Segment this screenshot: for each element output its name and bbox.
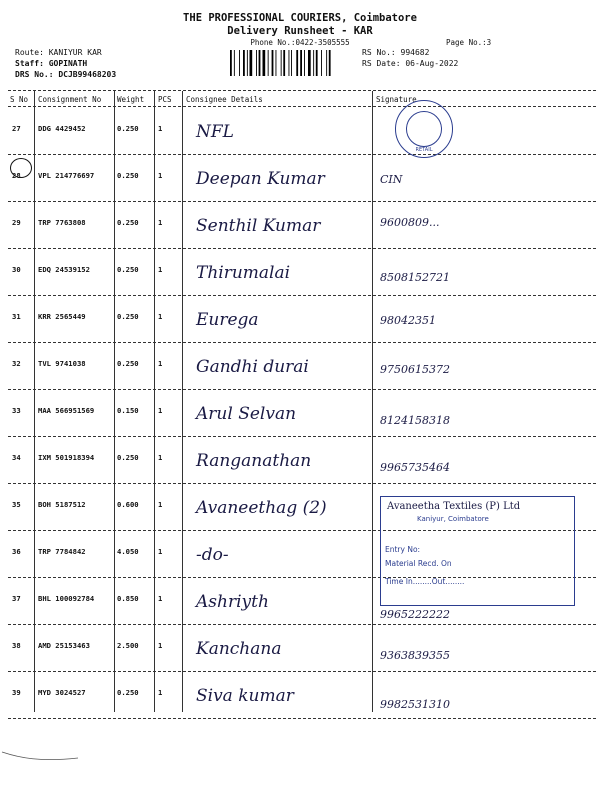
barcode-bar bbox=[259, 50, 261, 76]
barcode-bar bbox=[250, 50, 253, 76]
col-header-consignment: Consignment No bbox=[38, 95, 102, 104]
row-pcs: 1 bbox=[158, 312, 163, 321]
header-top-rule bbox=[8, 90, 596, 91]
row-signature-handwritten: CIN bbox=[380, 173, 403, 186]
row-sno: 34 bbox=[12, 453, 21, 462]
row-sno: 33 bbox=[12, 406, 21, 415]
company-name: THE PROFESSIONAL COURIERS, Coimbatore bbox=[183, 12, 417, 24]
table-row bbox=[0, 343, 600, 390]
row-consignment-no: BOH 5187512 bbox=[38, 500, 86, 509]
table-row bbox=[0, 155, 600, 202]
barcode-bar bbox=[230, 50, 232, 76]
row-weight: 0.150 bbox=[117, 406, 139, 415]
row-pcs: 1 bbox=[158, 688, 163, 697]
row-weight: 0.250 bbox=[117, 265, 139, 274]
row-weight: 0.250 bbox=[117, 124, 139, 133]
table-row bbox=[0, 390, 600, 437]
page-number: Page No.:3 bbox=[446, 38, 492, 47]
stamp-time-in-out: Time In........Out........ bbox=[385, 577, 465, 586]
barcode-bar bbox=[256, 50, 257, 76]
barcode-bar bbox=[329, 50, 331, 76]
row-signature-handwritten: 9965222222 bbox=[380, 608, 450, 621]
row-signature-handwritten: 9750615372 bbox=[380, 363, 450, 376]
barcode-bar bbox=[283, 50, 285, 76]
row-consignee-handwritten: NFL bbox=[196, 122, 234, 142]
row-sno: 32 bbox=[12, 359, 21, 368]
stamp-place: Kaniyur, Coimbatore bbox=[417, 515, 489, 523]
route-info bbox=[15, 47, 116, 80]
col-header-signature: Signature bbox=[376, 95, 417, 104]
circled-row-marker bbox=[10, 158, 32, 178]
row-pcs: 1 bbox=[158, 406, 163, 415]
row-consignment-no: VPL 214776697 bbox=[38, 171, 95, 180]
barcode-bar bbox=[281, 50, 282, 76]
phone-number: Phone No.:0422-3505555 bbox=[250, 38, 350, 47]
barcode-bar bbox=[289, 50, 290, 76]
row-signature-handwritten: 8508152721 bbox=[380, 271, 450, 284]
barcode-bar bbox=[304, 50, 305, 76]
table-row bbox=[0, 437, 600, 484]
barcode-bar bbox=[308, 50, 311, 76]
row-consignment-no: AMD 25153463 bbox=[38, 641, 90, 650]
row-consignee-handwritten: Thirumalai bbox=[196, 263, 291, 283]
barcode-bar bbox=[316, 50, 318, 76]
stamp-inner-ring bbox=[406, 111, 442, 147]
barcode-bar bbox=[268, 50, 269, 76]
row-consignee-handwritten: Deepan Kumar bbox=[196, 169, 325, 189]
rs-number: RS No.: 994682 bbox=[362, 48, 430, 57]
row-consignee-handwritten: Eurega bbox=[196, 310, 259, 330]
row-consignee-handwritten: Ashriyth bbox=[196, 592, 269, 612]
row-weight: 0.250 bbox=[117, 171, 139, 180]
row-sno: 29 bbox=[12, 218, 21, 227]
table-row bbox=[0, 108, 600, 155]
row-pcs: 1 bbox=[158, 218, 163, 227]
row-weight: 2.500 bbox=[117, 641, 139, 650]
row-signature-handwritten: 9982531310 bbox=[380, 698, 450, 711]
route-label: Route: KANIYUR KAR bbox=[15, 48, 102, 57]
row-consignee-handwritten: Senthil Kumar bbox=[196, 216, 321, 236]
row-consignment-no: DDG 4429452 bbox=[38, 124, 86, 133]
row-signature-handwritten: 8124158318 bbox=[380, 414, 450, 427]
row-consignment-no: MYD 3024527 bbox=[38, 688, 86, 697]
row-pcs: 1 bbox=[158, 641, 163, 650]
barcode-bar bbox=[321, 50, 322, 76]
pen-scribble bbox=[0, 748, 80, 768]
barcode-bar bbox=[300, 50, 302, 76]
row-signature-handwritten: 9965735464 bbox=[380, 461, 450, 474]
row-weight: 4.050 bbox=[117, 547, 139, 556]
table-row bbox=[0, 249, 600, 296]
row-pcs: 1 bbox=[158, 359, 163, 368]
row-weight: 0.250 bbox=[117, 688, 139, 697]
row-pcs: 1 bbox=[158, 547, 163, 556]
row-sno: 28 bbox=[12, 171, 21, 180]
row-consignment-no: MAA 566951569 bbox=[38, 406, 95, 415]
row-consignee-handwritten: Avaneethag (2) bbox=[196, 498, 327, 518]
row-consignee-handwritten: Kanchana bbox=[196, 639, 282, 659]
barcode-bar bbox=[276, 50, 277, 76]
row-pcs: 1 bbox=[158, 500, 163, 509]
table-row bbox=[0, 672, 600, 719]
row-sno: 27 bbox=[12, 124, 21, 133]
row-sno: 30 bbox=[12, 265, 21, 274]
col-header-sno: S No bbox=[10, 95, 29, 104]
barcode-bar bbox=[234, 50, 235, 76]
row-weight: 0.250 bbox=[117, 312, 139, 321]
row-consignee-handwritten: -do- bbox=[196, 545, 229, 565]
row-sno: 38 bbox=[12, 641, 21, 650]
row-divider bbox=[8, 718, 596, 719]
runsheet-title: Delivery Runsheet - KAR bbox=[227, 25, 373, 37]
row-sno: 37 bbox=[12, 594, 21, 603]
row-signature-handwritten: 9363839355 bbox=[380, 649, 450, 662]
row-pcs: 1 bbox=[158, 124, 163, 133]
col-header-weight: Weight bbox=[117, 95, 145, 104]
stamp-entry-no: Entry No: bbox=[385, 545, 421, 554]
barcode-bar bbox=[296, 50, 298, 76]
company-receipt-stamp bbox=[380, 496, 575, 606]
round-rubber-stamp bbox=[395, 100, 453, 158]
rs-info bbox=[362, 47, 458, 69]
row-weight: 0.600 bbox=[117, 500, 139, 509]
barcode-bar bbox=[291, 50, 292, 76]
row-consignment-no: TRP 7763808 bbox=[38, 218, 86, 227]
col-header-pcs: PCS bbox=[158, 95, 172, 104]
header-bottom-rule bbox=[8, 106, 596, 107]
table-row bbox=[0, 296, 600, 343]
row-weight: 0.250 bbox=[117, 359, 139, 368]
barcode-bar bbox=[272, 50, 274, 76]
barcode-bar bbox=[326, 50, 327, 76]
row-signature-handwritten: 9600809... bbox=[380, 216, 440, 229]
row-consignment-no: KRR 2565449 bbox=[38, 312, 86, 321]
barcode-bar bbox=[313, 50, 314, 76]
row-consignee-handwritten: Gandhi durai bbox=[196, 357, 309, 377]
row-signature-handwritten: 98042351 bbox=[380, 314, 436, 327]
row-consignment-no: IXM 501918394 bbox=[38, 453, 95, 462]
row-consignment-no: EDQ 24539152 bbox=[38, 265, 90, 274]
barcode-bar bbox=[247, 50, 248, 76]
row-sno: 31 bbox=[12, 312, 21, 321]
row-consignment-no: TRP 7784842 bbox=[38, 547, 86, 556]
row-weight: 0.250 bbox=[117, 453, 139, 462]
table-row bbox=[0, 625, 600, 672]
row-consignment-no: TVL 9741038 bbox=[38, 359, 86, 368]
round-stamp-text: RETAIL bbox=[415, 147, 433, 153]
barcode-bar bbox=[239, 50, 240, 76]
row-sno: 39 bbox=[12, 688, 21, 697]
table-row bbox=[0, 202, 600, 249]
stamp-company-name: Avaneetha Textiles (P) Ltd bbox=[387, 501, 521, 512]
row-pcs: 1 bbox=[158, 171, 163, 180]
drs-number: DRS No.: DCJB99468203 bbox=[15, 70, 117, 79]
staff-label: Staff: GOPINATH bbox=[15, 59, 88, 68]
row-sno: 36 bbox=[12, 547, 21, 556]
row-pcs: 1 bbox=[158, 453, 163, 462]
row-consignee-handwritten: Arul Selvan bbox=[196, 404, 297, 424]
row-consignee-handwritten: Ranganathan bbox=[196, 451, 312, 471]
row-consignment-no: BHL 100092784 bbox=[38, 594, 95, 603]
row-sno: 35 bbox=[12, 500, 21, 509]
row-pcs: 1 bbox=[158, 594, 163, 603]
row-pcs: 1 bbox=[158, 265, 163, 274]
barcode-image bbox=[230, 50, 360, 76]
col-header-consignee: Consignee Details bbox=[186, 95, 263, 104]
rs-date: RS Date: 06-Aug-2022 bbox=[362, 59, 459, 68]
row-weight: 0.850 bbox=[117, 594, 139, 603]
barcode-bar bbox=[263, 50, 266, 76]
row-consignee-handwritten: Siva kumar bbox=[196, 686, 294, 706]
stamp-material-recd: Material Recd. On bbox=[385, 559, 452, 568]
barcode-bar bbox=[243, 50, 245, 76]
row-weight: 0.250 bbox=[117, 218, 139, 227]
